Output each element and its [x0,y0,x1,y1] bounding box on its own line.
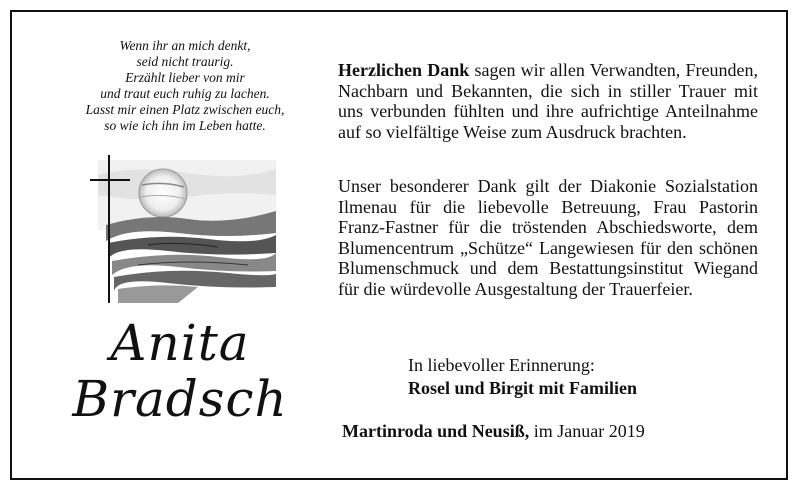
deceased-last-name: Bradsch [72,370,288,428]
memorial-poem [40,38,330,134]
date: im Januar 2019 [529,421,645,441]
deceased-first-name: Anita [110,314,250,372]
thanks-text: sagen wir allen Verwandten, Freunden, Nachbarn und Bekannten, die sich in stiller Trauer mit uns verbunden fühlten und ihre aufrichtige Anteilnahme auf so vielfältige Weise zum Ausdruck brachten. [338,60,758,142]
closing-block [408,354,637,400]
moon-icon [139,169,187,217]
closing-intro: In liebevoller Erinnerung: [408,355,595,375]
thanks-lead: Herzlichen Dank [338,60,470,80]
poem-line: Erzählt lieber von mir [125,70,245,85]
special-thanks-paragraph: Unser besonderer Dank gilt der Diakonie Sozialstation Ilmenau für die liebevolle Betreuung, Frau Pastorin Franz-Fastner für die tröstenden Abschiedsworte, dem Blumencentrum „Schütze“ Langewiesen für den schönen Blumenschmuck und dem Bestattungsinstitut Wiegand für die würdevolle Ausgestaltung der Trauerfeier. [338,176,758,299]
poem-line: Lasst mir einen Platz zwischen euch, [85,102,285,117]
thanks-paragraph [338,60,758,142]
poem-line: und traut euch ruhig zu lachen. [100,86,270,101]
poem-line: Wenn ihr an mich denkt, [119,38,251,53]
poem-line: seid nicht traurig. [136,54,234,69]
place-and-date [342,420,645,442]
poem-line: so wie ich ihn im Leben hatte. [104,118,266,133]
signers: Rosel und Birgit mit Familien [408,378,637,398]
cross-and-moon-landscape-illustration [78,155,276,305]
place: Martinroda und Neusiß, [342,421,530,441]
